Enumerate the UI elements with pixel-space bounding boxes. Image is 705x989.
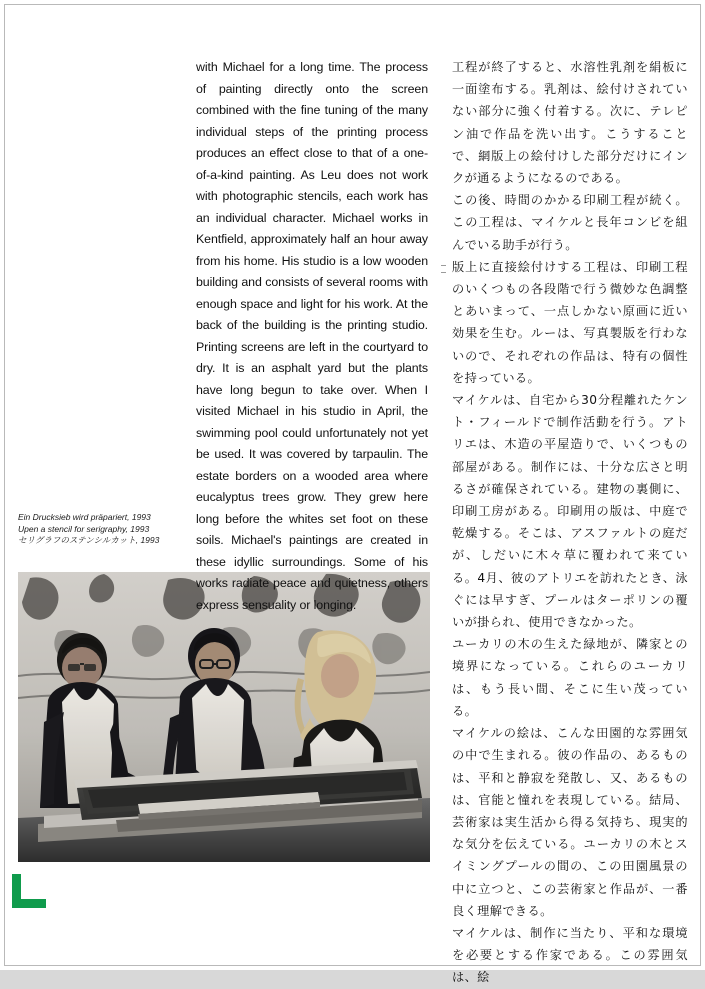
gutter-tick [441, 265, 446, 266]
japanese-paragraph: マイケルの絵は、こんな田園的な雰囲気の中で生まれる。彼の作品の、あるものは、平和と静寂を発散し、又、あるものは、官能と憧れを表現している。結局、芸術家は実生活から得る気持ち、現実的な気分を伝えている。ユーカリの木とスイミングプールの間の、この田園風景の中に立つと、この芸術家と作品が、一番良く理解できる。 [452, 726, 688, 918]
japanese-paragraph: この後、時間のかかる印刷工程が続く。この工程は、マイケルと長年コンビを組んでいる助手が行う。 [452, 193, 688, 252]
japanese-paragraph: 版上に直接絵付けする工程は、印刷工程のいくつもの各段階で行う微妙な色調整とあいまって、一点しかない原画に近い効果を生む。ルーは、写真製版を行わないので、それぞれの作品は、特有の個性を持っている。 [452, 259, 688, 385]
caption-german: Ein Drucksieb wird präpariert, 1993 [18, 512, 151, 522]
registration-corner-mark [12, 874, 46, 908]
corner-mark-vertical [12, 874, 21, 908]
english-text-column [196, 57, 428, 616]
figure-caption [18, 512, 170, 547]
gutter-tick [441, 272, 446, 273]
japanese-paragraph: マイケルは、自宅から30分程離れたケント・フィールドで制作活動を行う。アトリエは、木造の平屋造りで、いくつもの部屋がある。制作には、十分な広さと明るさが確保されている。建物の裏側に、印刷工房がある。印刷用の版は、中庭で乾燥する。そこは、アスファルトの庭だが、しだいに木々草に覆われて来ている。4月、彼のアトリエを訪れたとき、泳ぐには早すぎ、プールはターポリンの覆いが掛られ、使用できなかった。 [452, 393, 688, 630]
corner-mark-horizontal [12, 899, 46, 908]
caption-japanese: セリグラフのステンシルカット, 1993 [18, 535, 160, 545]
caption-english: Upen a stencil for serigraphy, 1993 [18, 523, 150, 534]
japanese-paragraph: ユーカリの木の生えた緑地が、隣家との境界になっている。これらのユーカリは、もう長い間、そこに生い茂っている。 [452, 637, 688, 718]
japanese-paragraph: 工程が終了すると、水溶性乳剤を絹板に一面塗布する。乳剤は、絵付けされていない部分に強く付着する。次に、テレピン油で作品を洗い出す。こうすることで、網版上の絵付けした部分だけにインクが通るようになるのである。 [452, 60, 688, 186]
japanese-text-column [452, 56, 688, 989]
japanese-paragraph: マイケルは、制作に当たり、平和な環境を必要とする作家である。この雰囲気は、絵 [452, 925, 688, 985]
english-paragraph: with Michael for a long time. The process of painting directly onto the screen combined with the fine tuning of the many individual steps of the printing process produces an effect close to that of a one-of-a-kind painting. As Leu does not work with photographic stencils, each work has an individual character. Michael works in Kentfield, approximately half an hour away from his home. His studio is a low wooden building and consists of several rooms with enough space and light for his work. At the back of the building is the printing studio. Printing screens are left in the courtyard to dry. It is an asphalt yard but the plants have long begun to take over. When I visited Michael in his studio in April, the swimming pool could unfortunately not yet be used. It was covered by tarpaulin. The estate borders on a wooded area where eucalyptus trees grow. They grew here long before the whites set foot on these soils. Michael's paintings are created in these idyllic surroundings. Some of his works radiate peace and quietness, others express sensuality or longing. [196, 60, 428, 612]
